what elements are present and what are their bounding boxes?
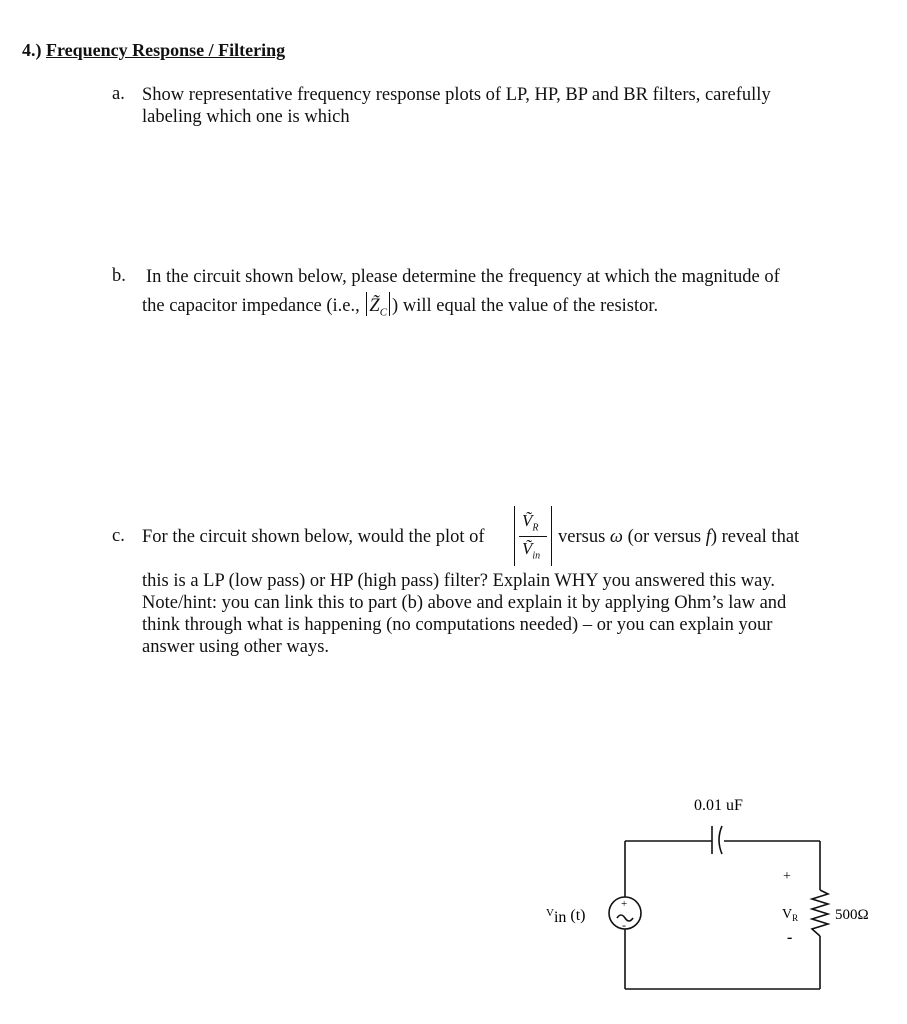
vr-plus-sign: + xyxy=(783,869,791,884)
problem-title: Frequency Response / Filtering xyxy=(46,40,286,60)
part-c-line: answer using other ways. xyxy=(142,637,330,657)
capacitor-plate-right xyxy=(719,826,722,854)
part-a-line: labeling which one is which xyxy=(142,107,350,127)
vr-label: $V_R$ xyxy=(782,907,799,923)
source-plus-sign: + xyxy=(621,898,628,910)
vr-minus-sign: - xyxy=(787,929,793,946)
part-b-line2: the capacitor impedance (i.e., $Z̃_C$ ) will equal the value of the resistor. xyxy=(142,292,862,324)
part-c-lead: For the circuit shown below, would the plot of xyxy=(142,527,485,547)
part-a-line: Show representative frequency response plots of LP, HP, BP and BR filters, carefully xyxy=(142,85,771,105)
part-c-line: this is a LP (low pass) or HP (high pass) filter? Explain WHY you answered this way. xyxy=(142,571,776,591)
source-label: $^V$in (t) xyxy=(546,907,586,926)
part-b-line1: In the circuit shown below, please determine the frequency at which the magnitude of xyxy=(146,267,780,287)
resistor-label: 500Ω xyxy=(835,907,869,923)
source-minus-sign: - xyxy=(622,918,626,932)
part-c-line: think through what is happening (no computations needed) – or you can explain your xyxy=(142,615,773,635)
problem-number: 4.) xyxy=(22,40,42,60)
f-symbol: f xyxy=(705,527,711,547)
part-c-line: Note/hint: you can link this to part (b) above and explain it by applying Ohm’s law and xyxy=(142,593,787,613)
resistor-zigzag xyxy=(812,890,828,936)
capacitor-label: 0.01 uF xyxy=(694,797,743,814)
vr-over-vin-fraction: Ṽ$_R$ Ṽ$_{in}$ xyxy=(514,506,552,566)
part-b-marker: b. xyxy=(112,266,126,286)
part-c-lead-tail: versus ω (or versus f) reveal that xyxy=(558,527,800,547)
zc-symbol: Z̃ xyxy=(369,296,380,316)
part-c-marker: c. xyxy=(112,526,125,546)
omega-symbol: ω xyxy=(609,527,623,547)
part-a-marker: a. xyxy=(112,84,125,104)
